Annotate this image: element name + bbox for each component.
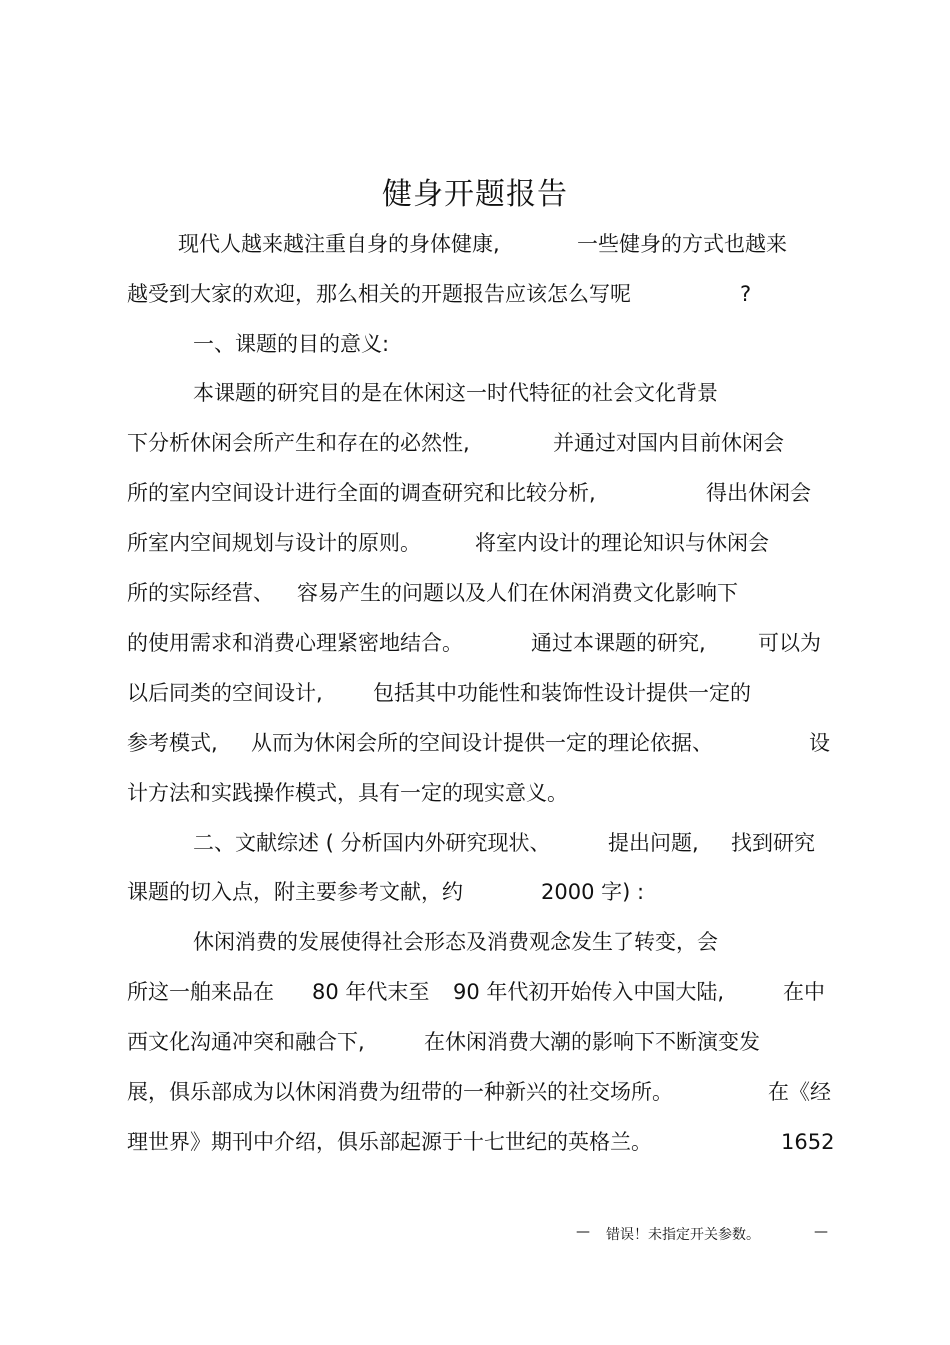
- text-segment: 在《经: [768, 1080, 831, 1104]
- text-segment: 理世界》期刊中介绍，俱乐部起源于十七世纪的英格兰。: [127, 1130, 652, 1154]
- text-segment: 设: [809, 731, 830, 755]
- text-segment: 从而为休闲会所的空间设计提供一定的理论依据、: [251, 731, 713, 755]
- text-segment: 并通过对国内目前休闲会: [553, 431, 784, 455]
- text-segment: 休闲消费的发展使得社会形态及消费观念发生了转变，会: [193, 930, 718, 954]
- text-segment: 所这一舶来品在: [127, 980, 274, 1004]
- text-segment: 找到研究: [731, 831, 815, 855]
- text-segment: 90 年代初开始传入中国大陆,: [453, 980, 725, 1004]
- text-segment: 越受到大家的欢迎，那么相关的开题报告应该怎么写呢: [127, 282, 631, 306]
- footer-error-text: 错误！未指定开关参数。: [606, 1227, 760, 1243]
- text-segment: ?: [740, 282, 752, 306]
- text-segment: 以后同类的空间设计,: [127, 681, 323, 705]
- text-segment: 所的室内空间设计进行全面的调查研究和比较分析,: [127, 481, 596, 505]
- text-segment: 下分析休闲会所产生和存在的必然性,: [127, 431, 470, 455]
- text-segment: 容易产生的问题以及人们在休闲消费文化影响下: [297, 581, 738, 605]
- page-footer: [0, 1222, 950, 1250]
- text-segment: 得出休闲会: [706, 481, 811, 505]
- text-segment: 现代人越来越注重自身的身体健康,: [178, 232, 500, 256]
- text-segment: 二、文献综述 ( 分析国内外研究现状、: [193, 831, 551, 855]
- text-segment: 西文化沟通冲突和融合下,: [127, 1030, 365, 1054]
- text-segment: 参考模式,: [127, 731, 218, 755]
- text-segment: 1652: [781, 1130, 835, 1154]
- footer-dash-left: —: [576, 1224, 590, 1240]
- text-segment: 所的实际经营、: [127, 581, 274, 605]
- text-segment: 课题的切入点，附主要参考文献，约: [127, 880, 463, 904]
- text-segment: 提出问题,: [608, 831, 699, 855]
- text-segment: 一、课题的目的意义:: [193, 332, 390, 356]
- text-segment: 包括其中功能性和装饰性设计提供一定的: [373, 681, 751, 705]
- text-segment: 在休闲消费大潮的影响下不断演变发: [424, 1030, 760, 1054]
- footer-dash-right: —: [814, 1224, 828, 1240]
- text-segment: 可以为: [758, 631, 821, 655]
- text-segment: 在中: [783, 980, 825, 1004]
- text-segment: 80 年代末至: [312, 980, 430, 1004]
- text-segment: 将室内设计的理论知识与休闲会: [475, 531, 769, 555]
- text-segment: 展，俱乐部成为以休闲消费为纽带的一种新兴的社交场所。: [127, 1080, 673, 1104]
- text-segment: 本课题的研究目的是在休闲这一时代特征的社会文化背景: [193, 381, 718, 405]
- document-title: 健身开题报告: [382, 177, 568, 212]
- text-segment: 的使用需求和消费心理紧密地结合。: [127, 631, 463, 655]
- text-segment: 所室内空间规划与设计的原则。: [127, 531, 421, 555]
- text-segment: 2000 字) :: [541, 880, 645, 904]
- text-segment: 一些健身的方式也越来: [577, 232, 787, 256]
- text-segment: 计方法和实践操作模式，具有一定的现实意义。: [127, 781, 568, 805]
- text-segment: 通过本课题的研究,: [531, 631, 706, 655]
